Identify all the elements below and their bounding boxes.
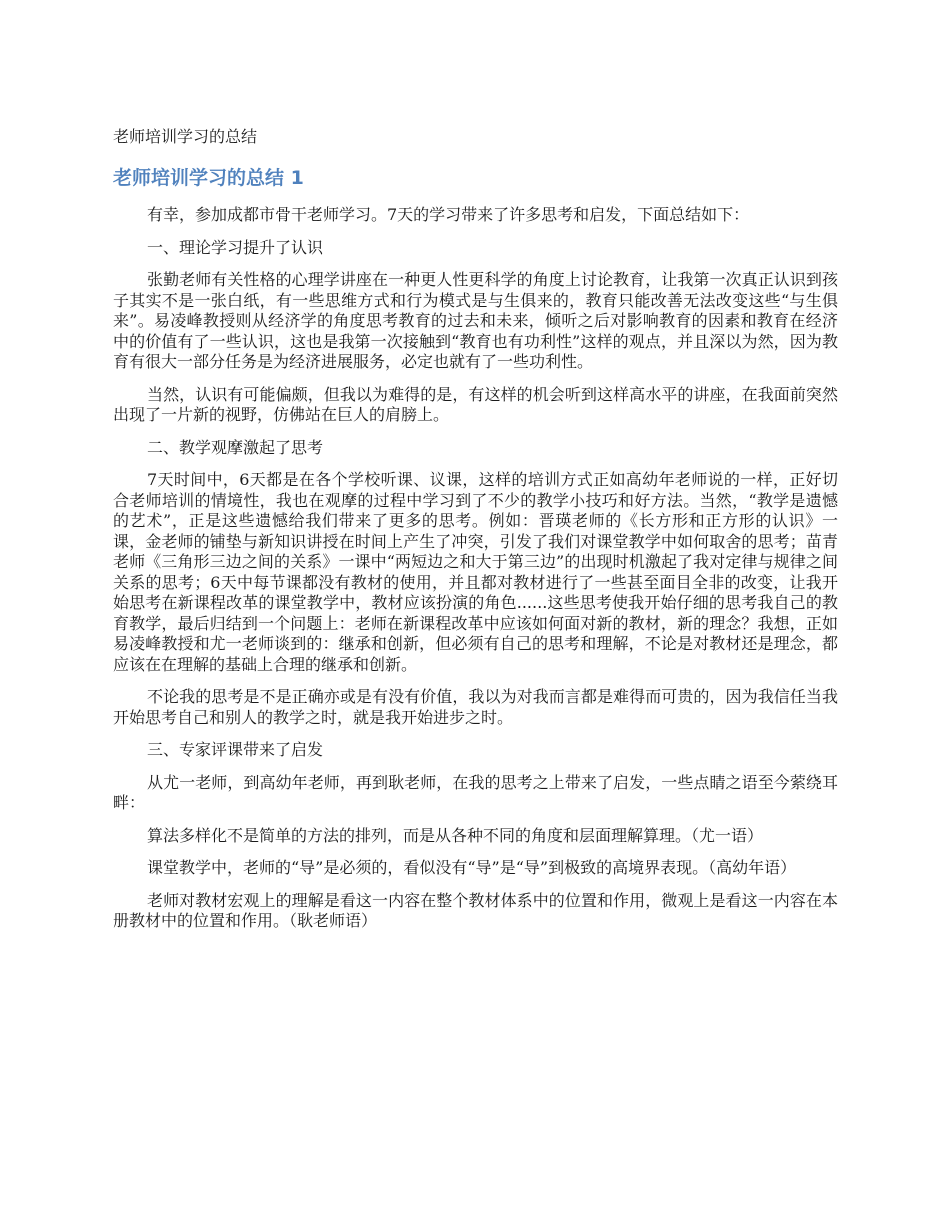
quote-you-yi: 算法多样化不是简单的方法的排列，而是从各种不同的角度和层面理解算理。（尤一语） [147, 825, 764, 845]
paragraph-observation-reflection: 不论我的思考是不是正确亦或是有没有价值，我以为对我而言都是难得而可贵的，因为我信任当我开始思考自己和别人的教学之时，就是我开始进步之时。 [113, 687, 838, 727]
subheading-theory: 一、理论学习提升了认识 [147, 237, 324, 257]
subheading-observation: 二、教学观摩激起了思考 [147, 437, 324, 457]
subheading-expert-review: 三、专家评课带来了启发 [147, 740, 324, 759]
paragraph-theory-lectures: 张勤老师有关性格的心理学讲座在一种更人性更科学的角度上讨论教育，让我第一次真正认识到孩子其实不是一张白纸，有一些思维方式和行为模式是与生俱来的，教育只能改善无法改变这些“与生俱来”。易凌峰教授则从经济学的角度思考教育的过去和未来，倾听之后对影响教育的因素和教育在经济中的价值有了一些认识，这也是我第一次接触到“教育也有功利性”这样的观点，并且深以为然，因为教育有很大一部分任务是为经济进展服务，必定也就有了一些功利性。 [113, 270, 838, 371]
paragraph-expert-intro: 从尤一老师，到高幼年老师，再到耿老师，在我的思考之上带来了启发，一些点睛之语至今萦绕耳畔： [113, 772, 838, 812]
quote-gao-younian: 课堂教学中，老师的“导”是必须的，看似没有“导”是“导”到极致的高境界表现。（高幼年语） [147, 858, 797, 877]
paragraph-observation-details: 7天时间中，6天都是在各个学校听课、议课，这样的培训方式正如高幼年老师说的一样，正好切合老师培训的情境性，我也在观摩的过程中学习到了不少的教学小技巧和好方法。当然，“教学是遗憾的艺术”，正是这些遗憾给我们带来了更多的思考。例如：晋瑛老师的《长方形和正方形的认识》一课，金老师的铺垫与新知识讲授在时间上产生了冲突，引发了我们对课堂教学中如何取舍的思考；苗青老师《三角形三边之间的关系》一课中“两短边之和大于第三边”的出现时机激起了我对定律与规律之间关系的思考；6天中每节课都没有教材的使用，并且都对教材进行了一些甚至面目全非的改变，让我开始思考在新课程改革的课堂教学中，教材应该扮演的角色......这些思考使我开始仔细的思考我自己的教育教学，最后归结到一个问题上：老师在新课程改革中应该如何面对新的教材，新的理念？我想，正如易凌峰教授和尤一老师谈到的：继承和创新，但必须有自己的思考和理解，不论是对教材还是理念，都应该在在理解的基础上合理的继承和创新。 [113, 470, 838, 674]
paragraph-intro: 有幸，参加成都市骨干老师学习。7天的学习带来了许多思考和启发，下面总结如下： [147, 205, 750, 224]
section-heading: 老师培训学习的总结 1 [113, 167, 304, 189]
document-body [113, 205, 838, 944]
document-title: 老师培训学习的总结 [113, 127, 258, 146]
paragraph-theory-reflection: 当然，认识有可能偏颇，但我以为难得的是，有这样的机会听到这样高水平的讲座，在我面前突然出现了一片新的视野，仿佛站在巨人的肩膀上。 [113, 384, 838, 424]
quote-geng: 老师对教材宏观上的理解是看这一内容在整个教材体系中的位置和作用，微观上是看这一内容在本册教材中的位置和作用。（耿老师语） [113, 890, 838, 930]
